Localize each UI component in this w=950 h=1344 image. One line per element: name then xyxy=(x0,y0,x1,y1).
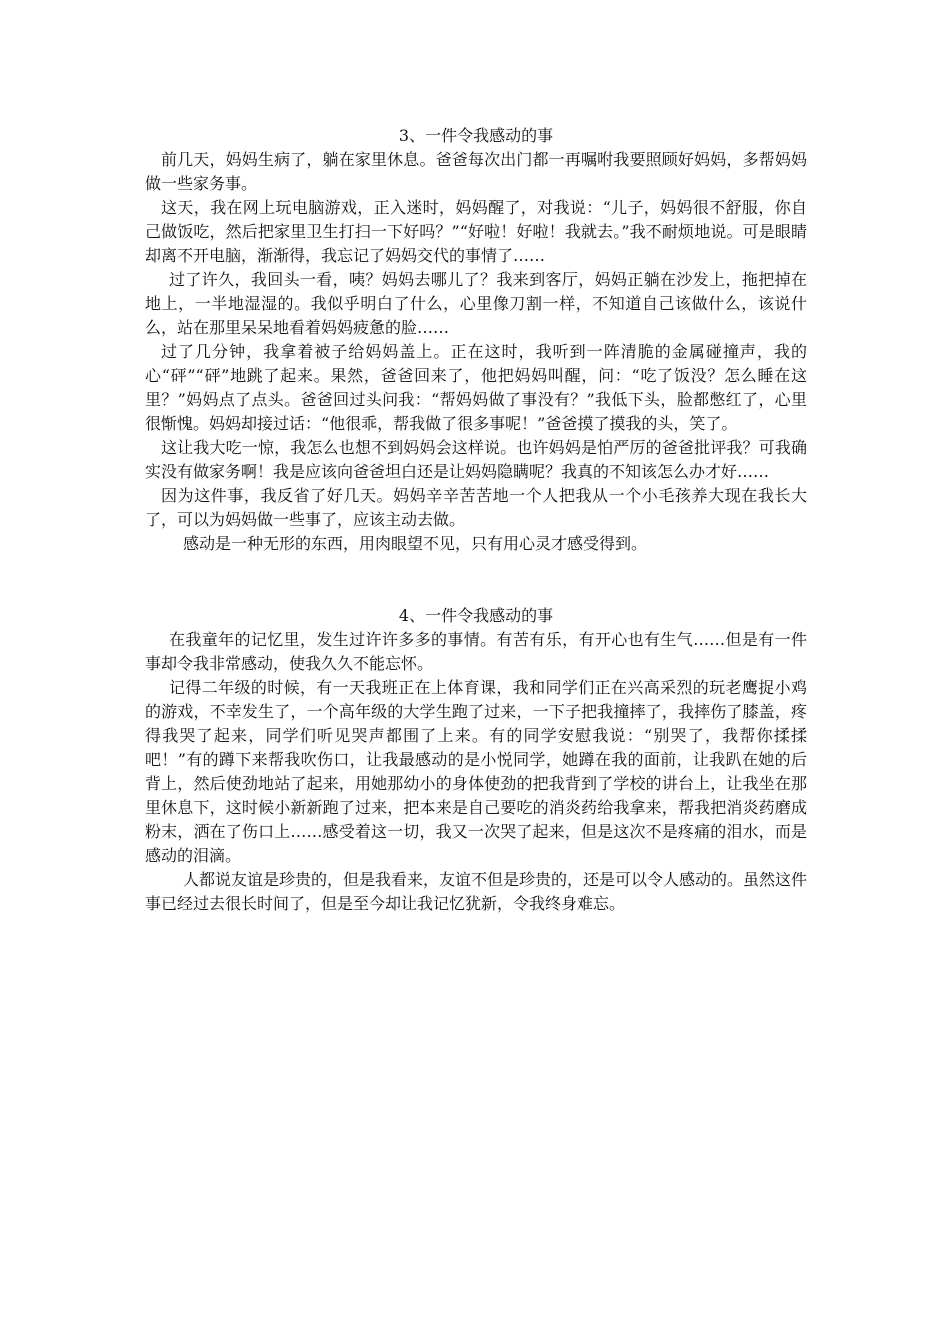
essay-paragraph: 因为这件事，我反省了好几天。妈妈辛辛苦苦地一个人把我从一个小毛孩养大现在我长大了，可以为妈妈做一些事了，应该主动去做。 xyxy=(145,486,807,529)
essay-4 xyxy=(145,604,807,916)
essay-title: 4、一件令我感动的事 xyxy=(398,606,554,625)
essay-paragraph: 记得二年级的时候，有一天我班正在上体育课，我和同学们正在兴高采烈的玩老鹰捉小鸡的游戏，不幸发生了，一个高年级的大学生跑了过来，一下子把我撞摔了，我摔伤了膝盖，疼得我哭了起来，同学们听见哭声都围了上来。有的同学安慰我说：“别哭了，我帮你揉揉吧！”有的蹲下来帮我吹伤口，让我最感动的是小悦同学，她蹲在我的面前，让我趴在她的后背上，然后使劲地站了起来，用她那幼小的身体使劲的把我背到了学校的讲台上，让我坐在那里休息下，这时候小新新跑了过来，把本来是自己要吃的消炎药给我拿来，帮我把消炎药磨成粉末，洒在了伤口上……感受着这一切，我又一次哭了起来，但是这次不是疼痛的泪水，而是感动的泪滴。 xyxy=(145,678,807,865)
essay-paragraph: 过了许久，我回头一看，咦？妈妈去哪儿了？我来到客厅，妈妈正躺在沙发上，拖把掉在地上，一半地湿湿的。我似乎明白了什么，心里像刀割一样，不知道自己该做什么，该说什么，站在那里呆呆地看着妈妈疲惫的脸…… xyxy=(145,270,807,337)
essay-paragraph: 感动是一种无形的东西，用肉眼望不见，只有用心灵才感受得到。 xyxy=(183,534,648,553)
essay-paragraph: 人都说友谊是珍贵的，但是我看来，友谊不但是珍贵的，还是可以令人感动的。虽然这件事已经过去很长时间了，但是至今却让我记忆犹新，令我终身难忘。 xyxy=(145,870,808,913)
document-page xyxy=(145,124,807,916)
essay-paragraph: 前几天，妈妈生病了，躺在家里休息。爸爸每次出门都一再嘱咐我要照顾好妈妈，多帮妈妈做一些家务事。 xyxy=(145,150,807,193)
essay-title: 3、一件令我感动的事 xyxy=(398,126,554,145)
essay-paragraph: 在我童年的记忆里，发生过许许多多的事情。有苦有乐，有开心也有生气……但是有一件事却令我非常感动，使我久久不能忘怀。 xyxy=(145,630,807,673)
section-spacer xyxy=(145,556,807,604)
essay-paragraph: 过了几分钟，我拿着被子给妈妈盖上。正在这时，我听到一阵清脆的金属碰撞声，我的心“砰”“砰”地跳了起来。果然，爸爸回来了，他把妈妈叫醒，问：“吃了饭没？怎么睡在这里？”妈妈点了点头。爸爸回过头问我：“帮妈妈做了事没有？”我低下头，脸都憋红了，心里很惭愧。妈妈却接过话：“他很乖，帮我做了很多事呢！”爸爸摸了摸我的头，笑了。 xyxy=(145,342,807,433)
essay-paragraph: 这让我大吃一惊，我怎么也想不到妈妈会这样说。也许妈妈是怕严厉的爸爸批评我？可我确实没有做家务啊！我是应该向爸爸坦白还是让妈妈隐瞒呢？我真的不知该怎么办才好…… xyxy=(145,438,807,481)
essay-3 xyxy=(145,124,807,556)
essay-paragraph: 这天，我在网上玩电脑游戏，正入迷时，妈妈醒了，对我说：“儿子，妈妈很不舒服，你自己做饭吃，然后把家里卫生打扫一下好吗？”“好啦！好啦！我就去。”我不耐烦地说。可是眼睛却离不开电脑，渐渐得，我忘记了妈妈交代的事情了…… xyxy=(145,198,807,265)
